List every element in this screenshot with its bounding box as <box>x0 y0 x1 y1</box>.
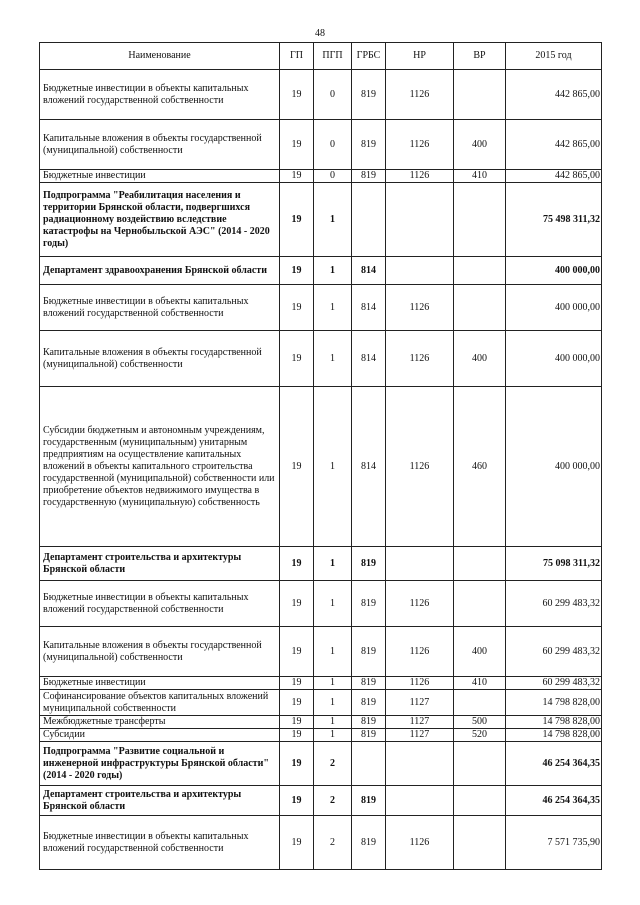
row-vr <box>454 581 506 627</box>
row-vr: 410 <box>454 677 506 690</box>
row-nr: 1126 <box>386 285 454 331</box>
row-pgp: 1 <box>314 627 352 677</box>
row-gp: 19 <box>280 816 314 870</box>
row-amount: 14 798 828,00 <box>506 690 602 716</box>
row-gp: 19 <box>280 170 314 183</box>
row-nr: 1127 <box>386 716 454 729</box>
row-name: Подпрограмма "Реабилитация населения и территории Брянской области, подвергшихся радиационному воздействию вследствие катастрофы на Чернобыльской АЭС" (2014 - 2020 годы) <box>40 183 280 257</box>
row-grbs: 819 <box>352 786 386 816</box>
row-amount: 442 865,00 <box>506 170 602 183</box>
row-grbs: 819 <box>352 816 386 870</box>
row-name: Софинансирование объектов капитальных вложений муниципальной собственности <box>40 690 280 716</box>
budget-table <box>39 42 602 870</box>
row-name: Подпрограмма "Развитие социальной и инженерной инфраструктуры Брянской области" (2014 - 2020 годы) <box>40 742 280 786</box>
header-grbs: ГРБС <box>352 43 386 70</box>
row-vr: 400 <box>454 627 506 677</box>
row-pgp: 1 <box>314 257 352 285</box>
row-grbs: 819 <box>352 677 386 690</box>
row-pgp: 0 <box>314 70 352 120</box>
row-vr <box>454 183 506 257</box>
row-amount: 400 000,00 <box>506 257 602 285</box>
row-gp: 19 <box>280 690 314 716</box>
row-gp: 19 <box>280 120 314 170</box>
row-grbs: 814 <box>352 285 386 331</box>
table-row <box>40 183 602 257</box>
table-row <box>40 387 602 547</box>
row-gp: 19 <box>280 786 314 816</box>
row-gp: 19 <box>280 285 314 331</box>
row-amount: 400 000,00 <box>506 387 602 547</box>
row-grbs <box>352 183 386 257</box>
row-grbs: 819 <box>352 690 386 716</box>
row-gp: 19 <box>280 387 314 547</box>
table-row <box>40 816 602 870</box>
row-name: Департамент здравоохранения Брянской области <box>40 257 280 285</box>
row-pgp: 2 <box>314 742 352 786</box>
row-name: Субсидии <box>40 729 280 742</box>
row-gp: 19 <box>280 729 314 742</box>
header-year: 2015 год <box>506 43 602 70</box>
header-nr: НР <box>386 43 454 70</box>
row-nr: 1126 <box>386 70 454 120</box>
row-pgp: 1 <box>314 729 352 742</box>
row-pgp: 1 <box>314 690 352 716</box>
row-gp: 19 <box>280 716 314 729</box>
row-grbs: 814 <box>352 387 386 547</box>
row-amount: 400 000,00 <box>506 331 602 387</box>
row-vr <box>454 690 506 716</box>
row-gp: 19 <box>280 70 314 120</box>
row-nr: 1126 <box>386 170 454 183</box>
row-name: Субсидии бюджетным и автономным учреждениям, государственным (муниципальным) унитарным предприятиям на осуществление капитальных вложений в объекты капитального строительства государственной (муниципальной) собственности или приобретение объектов недвижимого имущества в государственную (муниципальную) собственность <box>40 387 280 547</box>
row-pgp: 1 <box>314 581 352 627</box>
table-row <box>40 257 602 285</box>
row-gp: 19 <box>280 677 314 690</box>
row-name: Департамент строительства и архитектуры Брянской области <box>40 547 280 581</box>
row-name: Бюджетные инвестиции в объекты капитальных вложений государственной собственности <box>40 816 280 870</box>
row-vr <box>454 70 506 120</box>
row-name: Бюджетные инвестиции в объекты капитальных вложений государственной собственности <box>40 581 280 627</box>
table-row <box>40 170 602 183</box>
row-nr <box>386 183 454 257</box>
row-grbs <box>352 742 386 786</box>
row-vr: 400 <box>454 120 506 170</box>
row-amount: 60 299 483,32 <box>506 677 602 690</box>
row-nr: 1126 <box>386 627 454 677</box>
row-pgp: 0 <box>314 170 352 183</box>
row-vr: 460 <box>454 387 506 547</box>
row-name: Бюджетные инвестиции в объекты капитальных вложений государственной собственности <box>40 70 280 120</box>
row-nr: 1126 <box>386 816 454 870</box>
header-vr: ВР <box>454 43 506 70</box>
table-row <box>40 581 602 627</box>
row-pgp: 1 <box>314 387 352 547</box>
page-number: 48 <box>315 28 325 39</box>
row-vr <box>454 786 506 816</box>
header-gp: ГП <box>280 43 314 70</box>
row-nr: 1126 <box>386 120 454 170</box>
row-pgp: 1 <box>314 547 352 581</box>
row-grbs: 814 <box>352 331 386 387</box>
row-amount: 7 571 735,90 <box>506 816 602 870</box>
row-amount: 14 798 828,00 <box>506 716 602 729</box>
row-amount: 46 254 364,35 <box>506 742 602 786</box>
row-name: Бюджетные инвестиции <box>40 170 280 183</box>
row-amount: 14 798 828,00 <box>506 729 602 742</box>
row-name: Бюджетные инвестиции в объекты капитальных вложений государственной собственности <box>40 285 280 331</box>
row-vr <box>454 816 506 870</box>
row-nr: 1126 <box>386 581 454 627</box>
header-row <box>40 43 602 70</box>
row-grbs: 819 <box>352 627 386 677</box>
row-vr <box>454 285 506 331</box>
row-vr: 520 <box>454 729 506 742</box>
row-pgp: 1 <box>314 677 352 690</box>
row-gp: 19 <box>280 331 314 387</box>
table-row <box>40 285 602 331</box>
row-amount: 46 254 364,35 <box>506 786 602 816</box>
row-name: Капитальные вложения в объекты государственной (муниципальной) собственности <box>40 120 280 170</box>
row-pgp: 1 <box>314 331 352 387</box>
row-vr: 500 <box>454 716 506 729</box>
row-amount: 400 000,00 <box>506 285 602 331</box>
row-amount: 60 299 483,32 <box>506 627 602 677</box>
row-amount: 442 865,00 <box>506 120 602 170</box>
row-grbs: 819 <box>352 120 386 170</box>
row-name: Капитальные вложения в объекты государственной (муниципальной) собственности <box>40 627 280 677</box>
row-amount: 442 865,00 <box>506 70 602 120</box>
row-name: Бюджетные инвестиции <box>40 677 280 690</box>
table-row <box>40 716 602 729</box>
table-row <box>40 331 602 387</box>
row-gp: 19 <box>280 183 314 257</box>
row-pgp: 2 <box>314 786 352 816</box>
row-nr: 1127 <box>386 729 454 742</box>
row-pgp: 2 <box>314 816 352 870</box>
row-nr: 1126 <box>386 677 454 690</box>
row-gp: 19 <box>280 742 314 786</box>
table-row <box>40 547 602 581</box>
row-amount: 75 098 311,32 <box>506 547 602 581</box>
row-nr: 1127 <box>386 690 454 716</box>
row-grbs: 819 <box>352 547 386 581</box>
row-grbs: 819 <box>352 716 386 729</box>
row-pgp: 1 <box>314 285 352 331</box>
row-vr: 400 <box>454 331 506 387</box>
row-grbs: 819 <box>352 70 386 120</box>
header-pgp: ПГП <box>314 43 352 70</box>
row-nr: 1126 <box>386 387 454 547</box>
row-name: Межбюджетные трансферты <box>40 716 280 729</box>
table-row <box>40 677 602 690</box>
row-gp: 19 <box>280 581 314 627</box>
row-nr <box>386 547 454 581</box>
table-row <box>40 742 602 786</box>
row-pgp: 1 <box>314 183 352 257</box>
row-nr <box>386 742 454 786</box>
header-name: Наименование <box>40 43 280 70</box>
row-nr <box>386 786 454 816</box>
row-grbs: 819 <box>352 581 386 627</box>
table-row <box>40 690 602 716</box>
row-vr <box>454 742 506 786</box>
table-row <box>40 627 602 677</box>
row-amount: 60 299 483,32 <box>506 581 602 627</box>
row-name: Капитальные вложения в объекты государственной (муниципальной) собственности <box>40 331 280 387</box>
row-amount: 75 498 311,32 <box>506 183 602 257</box>
row-nr <box>386 257 454 285</box>
row-grbs: 819 <box>352 729 386 742</box>
row-grbs: 814 <box>352 257 386 285</box>
row-gp: 19 <box>280 257 314 285</box>
table-row <box>40 70 602 120</box>
row-gp: 19 <box>280 627 314 677</box>
row-pgp: 0 <box>314 120 352 170</box>
table-row <box>40 729 602 742</box>
row-gp: 19 <box>280 547 314 581</box>
table-row <box>40 786 602 816</box>
row-vr <box>454 257 506 285</box>
row-vr: 410 <box>454 170 506 183</box>
row-vr <box>454 547 506 581</box>
row-name: Департамент строительства и архитектуры Брянской области <box>40 786 280 816</box>
row-pgp: 1 <box>314 716 352 729</box>
table-row <box>40 120 602 170</box>
row-nr: 1126 <box>386 331 454 387</box>
row-grbs: 819 <box>352 170 386 183</box>
